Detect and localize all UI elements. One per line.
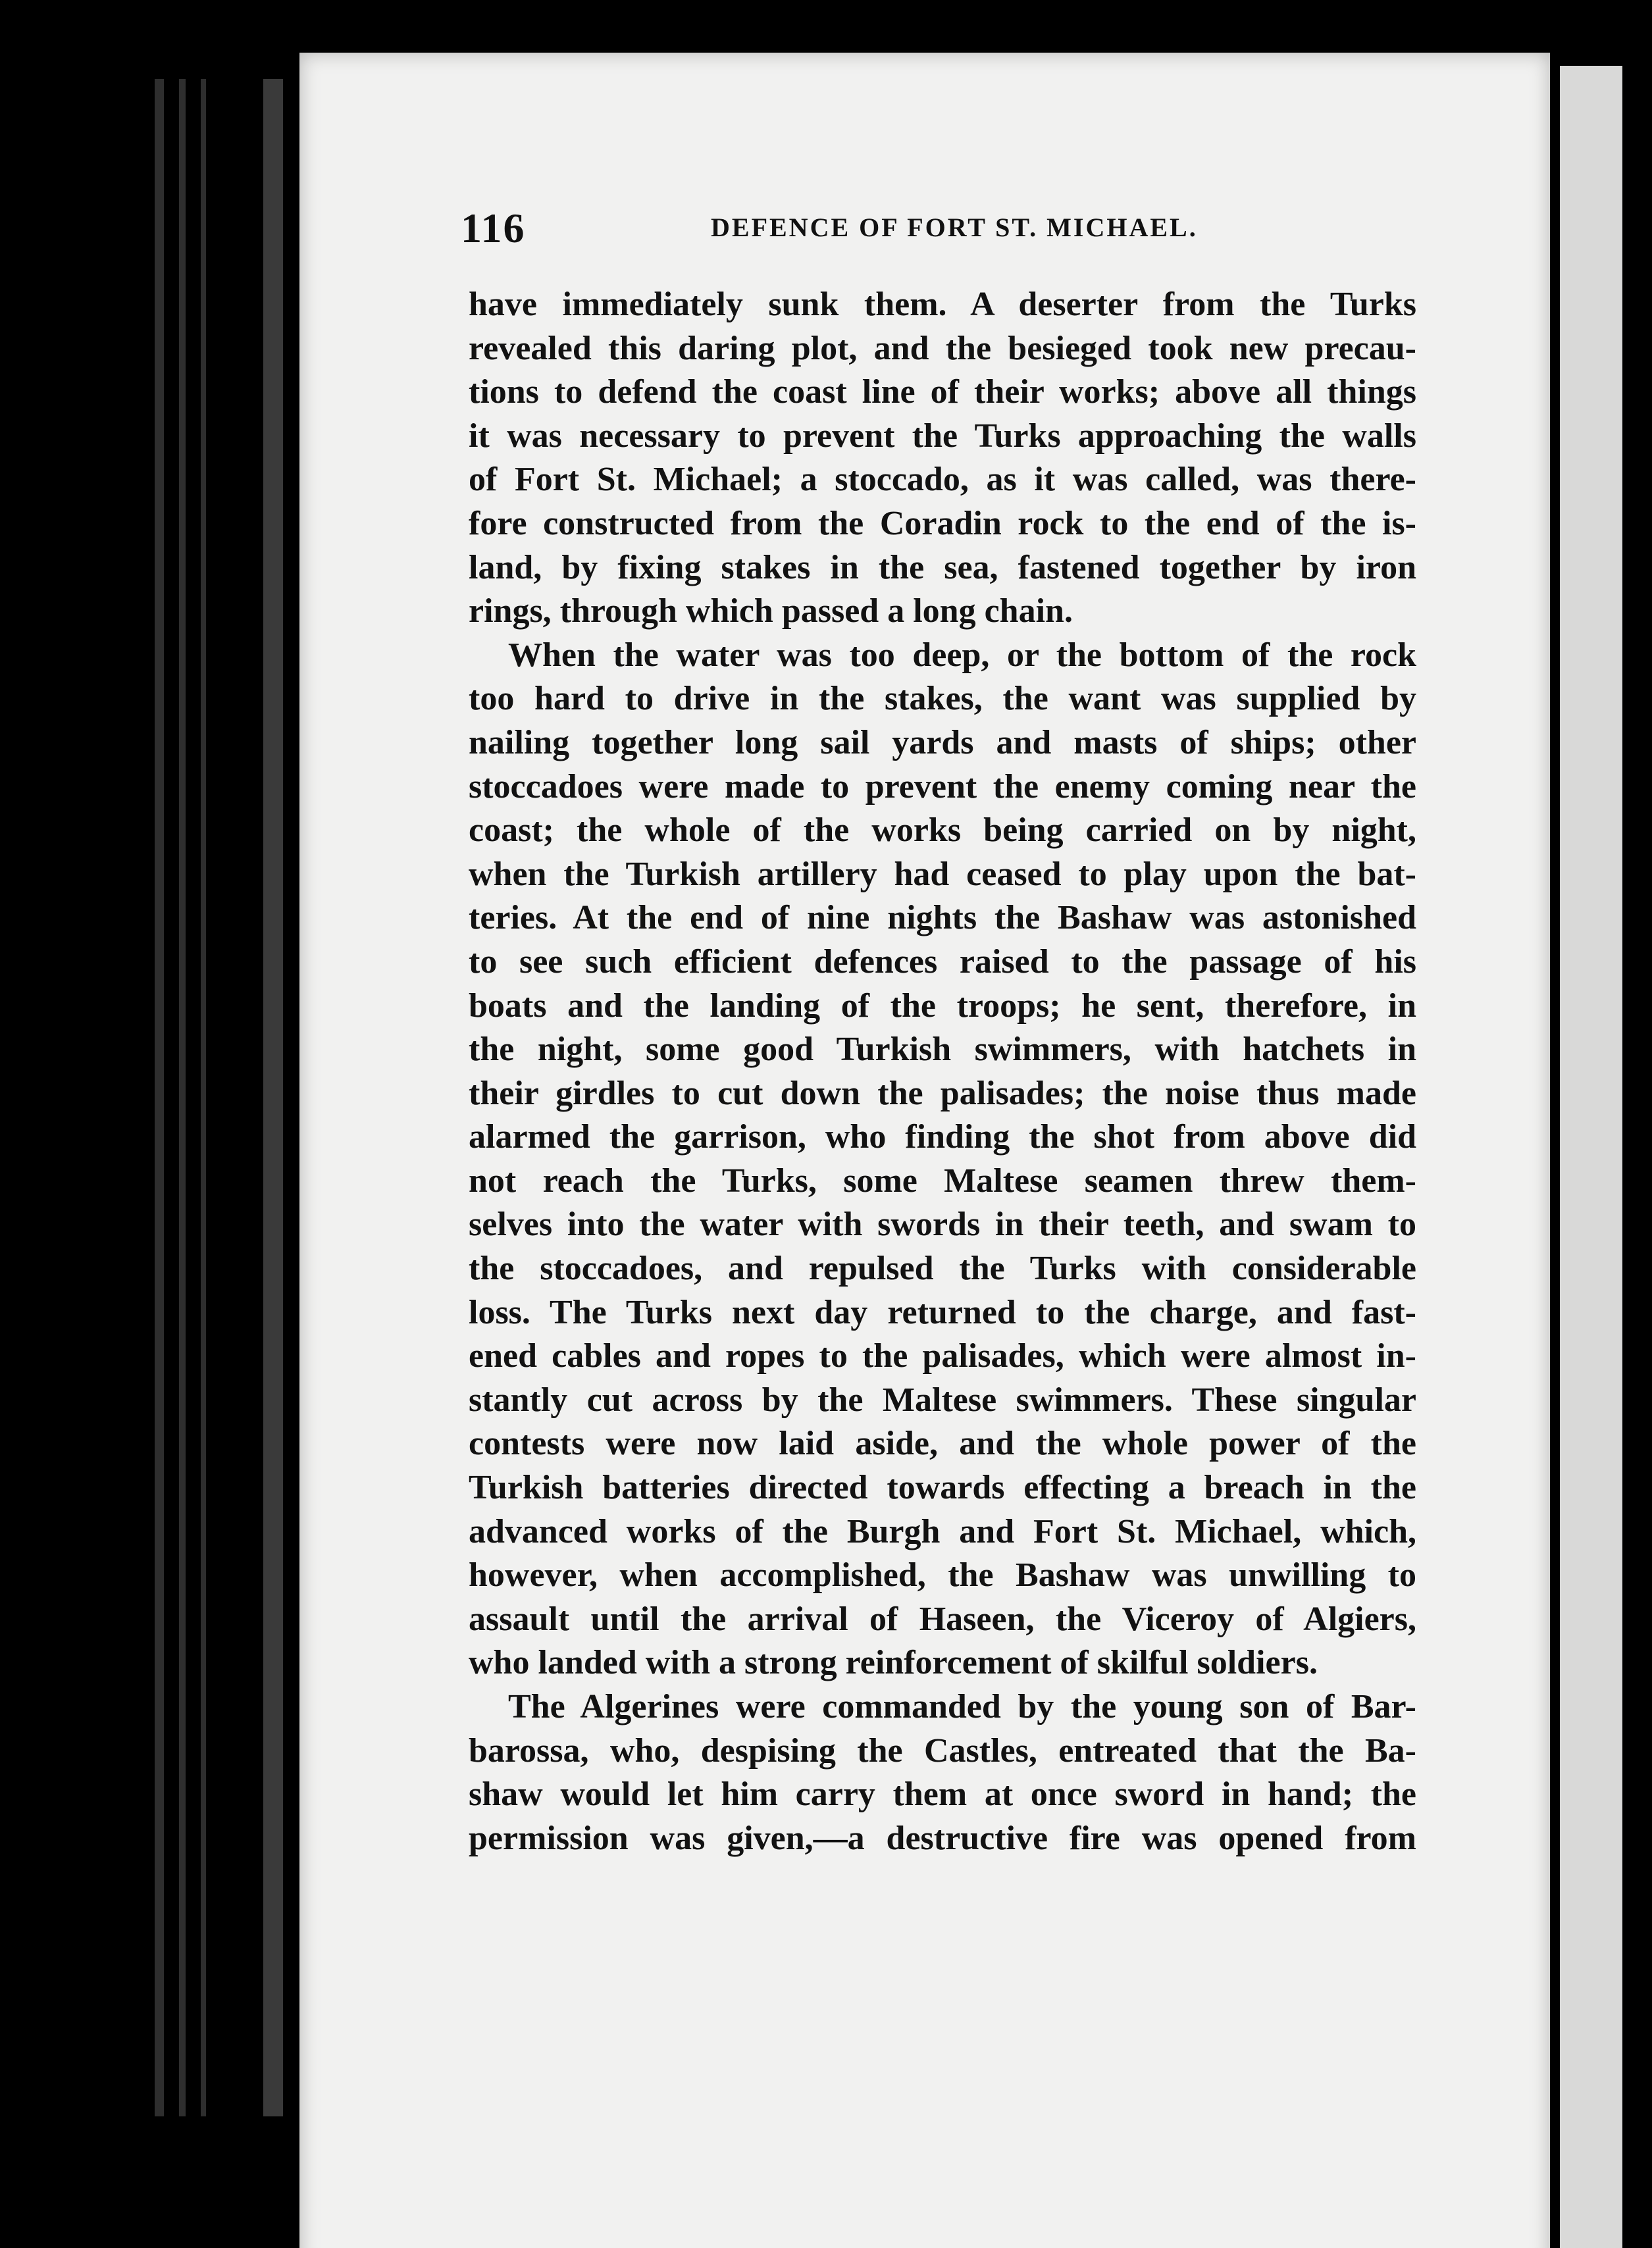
text-line: selves into the water with swords in their teeth, and swam to (469, 1206, 1416, 1244)
text-line: ened cables and ropes to the palisades, which were almost in- (469, 1337, 1416, 1375)
text-line: of Fort St. Michael; a stoccado, as it was called, was there- (469, 461, 1416, 499)
text-line: revealed this daring plot, and the besieged took new precau- (469, 329, 1416, 367)
text-line: rings, through which passed a long chain. (469, 592, 1073, 630)
text-line: shaw would let him carry them at once sword in hand; the (469, 1775, 1416, 1814)
binding-edge (179, 79, 186, 2116)
text-line: assault until the arrival of Haseen, the Viceroy of Algiers, (469, 1600, 1416, 1638)
page-number: 116 (461, 205, 526, 251)
text-line: who landed with a strong reinforcement of skilful soldiers. (469, 1644, 1318, 1682)
text-line: nailing together long sail yards and masts of ships; other (469, 723, 1416, 761)
text-line: Turkish batteries directed towards effecting a breach in the (469, 1469, 1416, 1507)
text-line: boats and the landing of the troops; he sent, therefore, in (469, 986, 1416, 1025)
text-line: not reach the Turks, some Maltese seamen threw them- (469, 1162, 1416, 1200)
binding-edge (263, 79, 283, 2116)
text-line: have immediately sunk them. A deserter from the Turks (469, 286, 1416, 323)
text-line: coast; the whole of the works being carried on by night, (469, 811, 1416, 850)
running-head: DEFENCE OF FORT ST. MICHAEL. (711, 213, 1198, 242)
body-text (469, 283, 1416, 1860)
text-line: the night, some good Turkish swimmers, with hatchets in (469, 1031, 1416, 1069)
text-line: tions to defend the coast line of their works; above all things (469, 373, 1416, 411)
text-line: to see such efficient defences raised to the passage of his (469, 942, 1416, 981)
binding-edge (201, 79, 206, 2116)
page-header (461, 204, 1422, 250)
text-line: stoccadoes were made to prevent the enemy coming near the (469, 767, 1416, 805)
text-line: The Algerines were commanded by the young son of Bar- (508, 1688, 1416, 1725)
text-line: however, when accomplished, the Bashaw was unwilling to (469, 1556, 1416, 1595)
text-line: it was necessary to prevent the Turks approaching the walls (469, 417, 1416, 455)
text-line: their girdles to cut down the palisades; the noise thus made (469, 1074, 1416, 1112)
text-line: advanced works of the Burgh and Fort St. Michael, which, (469, 1512, 1416, 1550)
facing-page-edge (1560, 66, 1622, 2248)
text-line: when the Turkish artillery had ceased to play upon the bat- (469, 855, 1416, 893)
binding-edge (155, 79, 164, 2116)
text-line: loss. The Turks next day returned to the charge, and fast- (469, 1293, 1416, 1331)
text-line: When the water was too deep, or the bottom of the rock (508, 636, 1416, 674)
text-line: permission was given,—a destructive fire was opened from (469, 1819, 1416, 1857)
text-line: teries. At the end of nine nights the Bashaw was astonished (469, 899, 1416, 937)
text-line: barossa, who, despising the Castles, entreated that the Ba- (469, 1731, 1416, 1770)
text-line: the stoccadoes, and repulsed the Turks with considerable (469, 1250, 1416, 1288)
text-line: too hard to drive in the stakes, the want was supplied by (469, 680, 1416, 718)
text-line: contests were now laid aside, and the whole power of the (469, 1425, 1416, 1463)
text-line: fore constructed from the Coradin rock to the end of the is- (469, 504, 1416, 542)
text-line: land, by fixing stakes in the sea, fastened together by iron (469, 548, 1416, 586)
text-line: stantly cut across by the Maltese swimmers. These singular (469, 1381, 1416, 1419)
text-line: alarmed the garrison, who finding the shot from above did (469, 1118, 1416, 1156)
